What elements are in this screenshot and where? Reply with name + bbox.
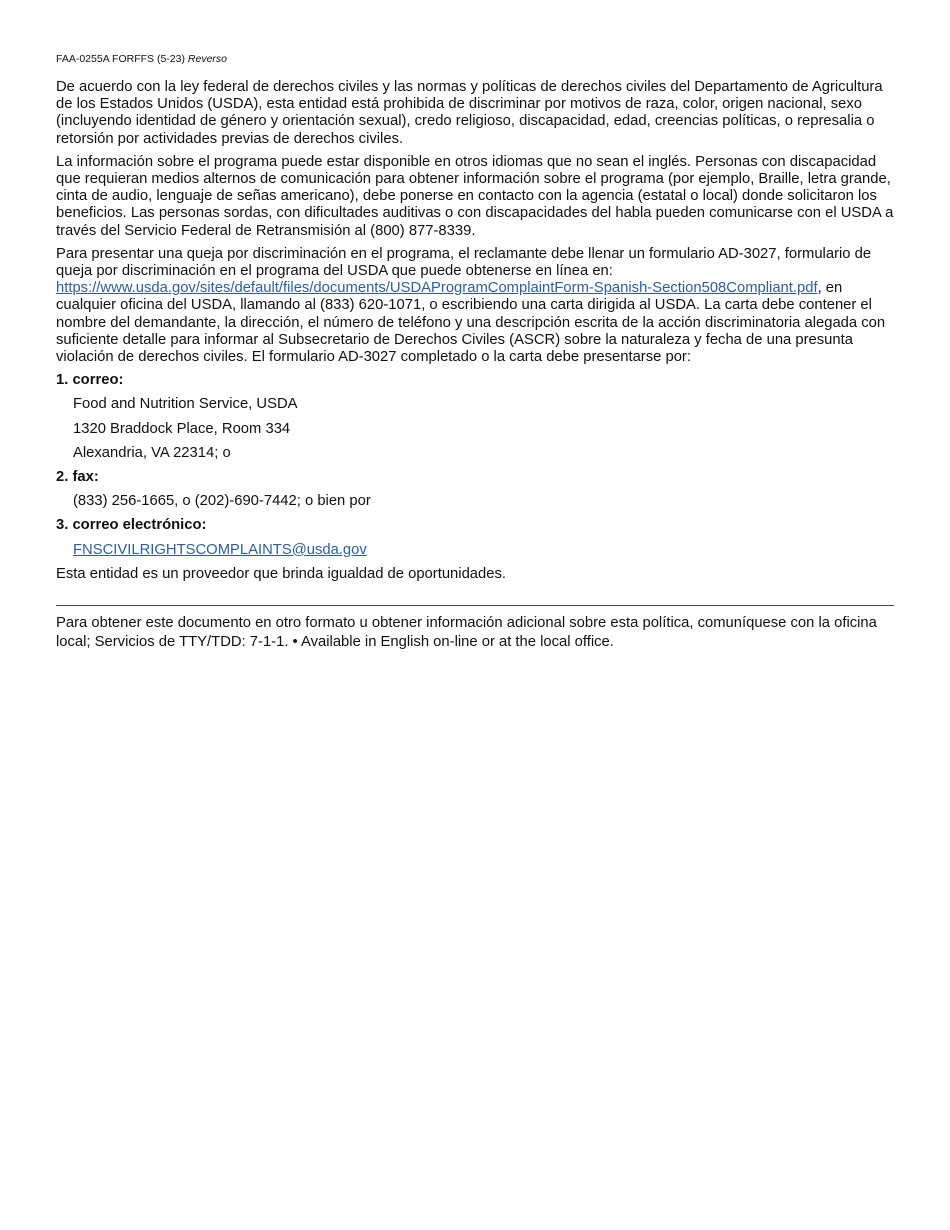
form-identifier xyxy=(56,52,894,66)
mail-address-line-3: Alexandria, VA 22314; o xyxy=(73,444,231,461)
fax-heading: 2. fax: xyxy=(56,469,99,486)
equal-opportunity-statement: Esta entidad es un proveedor que brinda igualdad de oportunidades. xyxy=(56,565,506,582)
complaint-filing-paragraph xyxy=(56,246,894,366)
page-side-label: Reverso xyxy=(187,53,227,65)
footer-note: Para obtener este documento en otro formato u obtener información adicional sobre esta política, comuníquese con la oficina local; Servicios de TTY/TDD: 7-1-1. • Available in English on-line or at the local office. xyxy=(56,615,877,651)
email-address-container xyxy=(73,542,894,559)
mail-address-line-1: Food and Nutrition Service, USDA xyxy=(73,396,298,413)
complaint-form-link[interactable]: https://www.usda.gov/sites/default/files/documents/USDAProgramComplaintForm-Spanish-Section508Compliant.pdf xyxy=(56,280,818,297)
nondiscrimination-paragraph: De acuerdo con la ley federal de derechos civiles y las normas y políticas de derechos civiles del Departamento de Agricultura de los Estados Unidos (USDA), esta entidad está prohibida de discriminar por motivos de raza, color, origen nacional, sexo (incluyendo identidad de género y orientación sexual), credo religioso, discapacidad, edad, creencias políticas, o represalia o retorsión por actividades previas de derechos civiles. xyxy=(56,79,883,147)
fax-numbers: (833) 256-1665, o (202)-690-7442; o bien por xyxy=(73,493,371,510)
language-accessibility-paragraph: La información sobre el programa puede estar disponible en otros idiomas que no sean el inglés. Personas con discapacidad que requieran medios alternos de comunicación para obtener información sobre el programa (por ejemplo, Braille, letra grande, cinta de audio, lenguaje de señas americano), debe ponerse en contacto con la agencia (estatal o local) donde solicitaron los beneficios. Las personas sordas, con dificultades auditivas o con discapacidades del habla pueden comunicarse con el USDA a través del Servicio Federal de Retransmisión al (800) 877-8339. xyxy=(56,153,894,239)
footer-divider xyxy=(56,605,894,606)
email-address-link[interactable]: FNSCIVILRIGHTSCOMPLAINTS@usda.gov xyxy=(73,541,367,558)
complaint-text-after-link: , en cualquier oficina del USDA, llamando al (833) 620-1071, o escribiendo una carta dirigida al USDA. La carta debe contener el nombre del demandante, la dirección, el número de teléfono y una descripción escrita de la acción discriminatoria alegada con suficiente detalle para informar al Subsecretario de Derechos Civiles (ASCR) sobre la naturaleza y fecha de una presunta violación de derechos civiles. El formulario AD-3027 completado o la carta debe presentarse por: xyxy=(56,280,886,366)
mail-address-line-2: 1320 Braddock Place, Room 334 xyxy=(73,420,291,437)
mail-heading: 1. correo: xyxy=(56,372,124,389)
email-heading: 3. correo electrónico: xyxy=(56,517,207,534)
form-number: FAA-0255A FORFFS (5-23) xyxy=(56,53,185,65)
document-page xyxy=(56,52,894,652)
complaint-text-before-link: Para presentar una queja por discriminación en el programa, el reclamante debe llenar un formulario AD-3027, formulario de queja por discriminación en el programa del USDA que puede obtenerse en línea en: xyxy=(56,245,872,280)
